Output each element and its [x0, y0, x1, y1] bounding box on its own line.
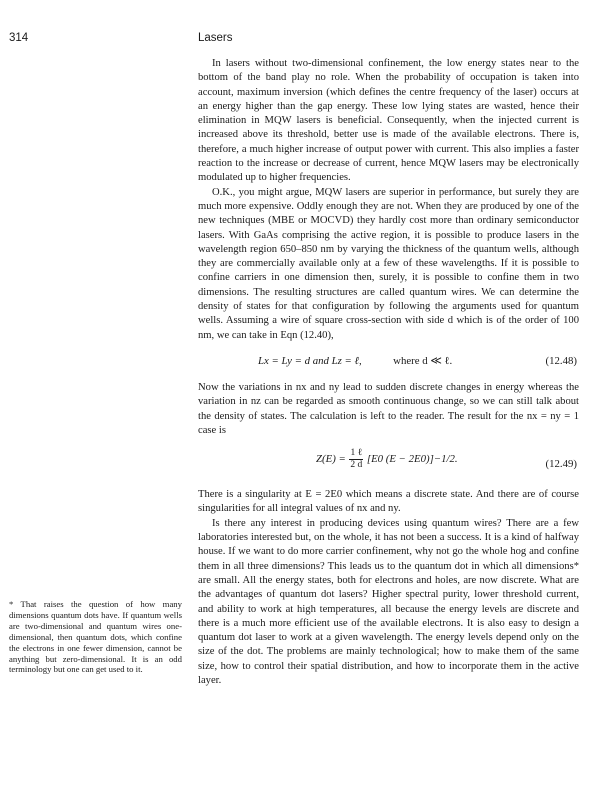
fraction-denominator: 2 d — [350, 460, 363, 471]
page-number: 314 — [9, 32, 29, 44]
equation-12-49-rhs: [E0 (E − 2E0)]−1/2. — [366, 453, 458, 466]
margin-footnote: * That raises the question of how many dimensions quantum dots have. If quantum wells are two-dimensional and quantum wires one-dimensional, then quantum dots, which confine the electrons in one fewer dimension, cannot be anything but zero-dimensional. It is an odd terminology but one can get used to it. — [9, 599, 182, 675]
paragraph-2: O.K., you might argue, MQW lasers are superior in performance, but surely they are much more expensive. Oddly enough they are not. When they are produced by one of the new techniques (MBE or MOCVD) they hardly cost more than ordinary semiconductor lasers. With GaAs comprising the active region, it is possible to produce lasers in the wavelength region 650–850 nm by varying the thickness of the quantum wells, although they are commercially available only at a few of these wavelengths. If it is possible to confine carriers in one dimension then, surely, it is possible to confine them in two dimensions. The resulting structures are called quantum wires. We can determine the density of states for that configuration by following the arguments used for quantum wells. Assuming a wire of square cross-section with side d which is of the order of 100 nm, we can take in Eqn (12.40), — [198, 186, 579, 341]
running-title: Lasers — [198, 32, 233, 44]
paragraph-4: There is a singularity at E = 2E0 which means a discrete state. And there are of course singularities for all integral values of nx and ny. — [198, 489, 579, 515]
paragraph-1: In lasers without two-dimensional confinement, the low energy states near to the bottom of the band play no role. When the probability of occupation is taken into account, maximum inversion (which defines the centre frequency of the laser) occurs at an energy higher than the gap energy. These low lying states are wasted, hence their elimination in MQW lasers is beneficial. Consequently, when the injected current is increased above its threshold, better use is made of the available electrons. There is, therefore, a much higher increase of output power with current. This also implies a faster reaction to the increase or decrease of current, hence MQW lasers may be electronically modulated up to higher frequencies. — [198, 58, 579, 184]
equation-number: (12.49) — [545, 458, 577, 471]
equation-12-48-expression: Lx = Ly = d and Lz = ℓ, — [258, 354, 362, 367]
page-header — [9, 32, 589, 48]
equation-12-49-lhs: Z(E) = — [316, 453, 346, 466]
equation-12-49 — [198, 442, 579, 482]
main-text-column — [198, 57, 579, 688]
equation-12-48-condition: where d ≪ ℓ. — [393, 354, 453, 367]
equation-12-48 — [198, 347, 579, 375]
fraction-numerator: 1 ℓ — [350, 448, 363, 459]
equation-12-49-fraction — [349, 448, 363, 471]
paragraph-5: Is there any interest in producing devices using quantum wires? There are a few laboratories interested but, on the whole, it has not been a success. It is a kind of halfway house. If we want to do more carrier confinement, why not go the whole hog and confine them in all three dimensions? This leads us to the quantum dot in which all dimensions* are small. All the energy states, both for electrons and holes, are now discrete. What are the advantages of quantum dot lasers? Higher spectral purity, lower threshold current, and ability to work at high temperatures, all because the energy levels are discrete and there is a much more efficient use of the available electrons. It is also easy to design a quantum dot laser to work at a given wavelength. The energy levels depend only on the size of the dot. The problems are mainly technological; how to make them of the same size, how to control their spatial distribution, and how to incorporate them in the active layer. — [198, 517, 579, 686]
equation-number: (12.48) — [545, 354, 577, 367]
paragraph-3: Now the variations in nx and ny lead to sudden discrete changes in energy whereas the variation in nz can be regarded as smooth continuous change, so we can still talk about the density of states. The calculation is left to the reader. The result for the nx = ny = 1 case is — [198, 381, 579, 436]
